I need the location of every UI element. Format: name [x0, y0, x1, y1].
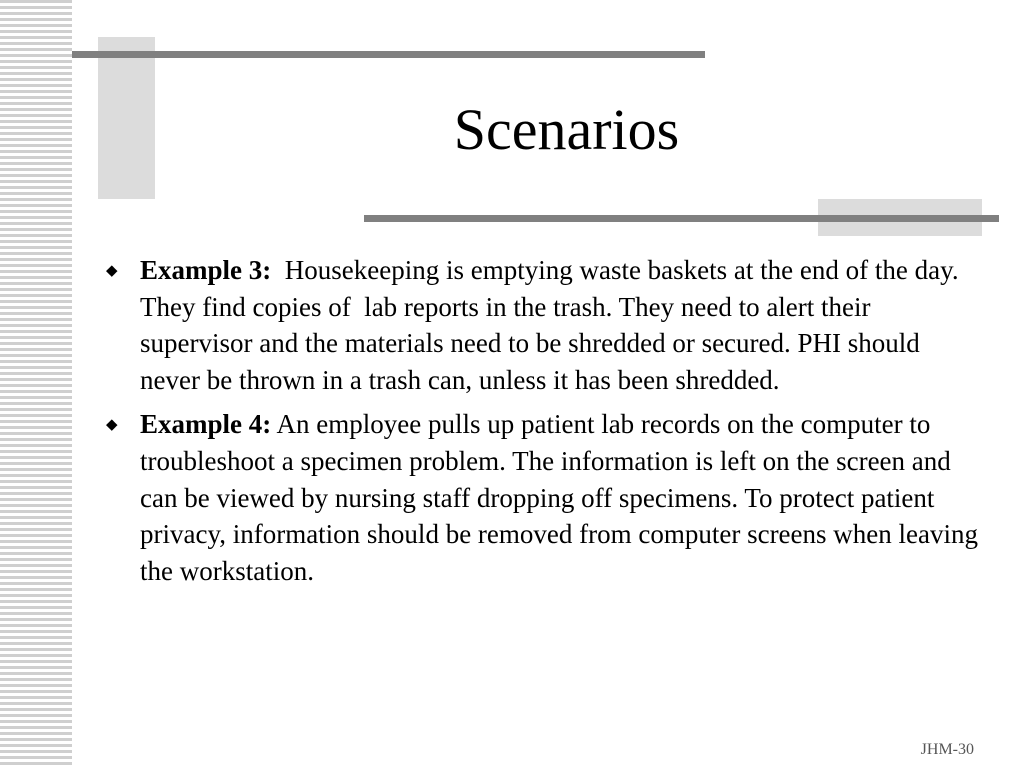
- bullet-lead: Example 3:: [140, 255, 272, 285]
- top-rule: [72, 51, 705, 58]
- slide-footer: JHM-30: [920, 741, 974, 758]
- slide-title: Scenarios: [453, 97, 680, 162]
- diamond-bullet-icon: ◆: [106, 417, 118, 434]
- left-stripe-decoration: [0, 0, 72, 768]
- bullet-text: Housekeeping is emptying waste baskets at the end of the day. They find copies of lab reports in the trash. They need to alert their supervisor and the materials need to be shredded or secured. PHI should never be thrown in a trash can, unless it has been shredded.: [140, 255, 965, 395]
- bullet-item-example-3: [104, 252, 982, 398]
- bullet-list: [104, 252, 985, 597]
- bottom-rule: [364, 215, 999, 222]
- bullet-text: An employee pulls up patient lab records on the computer to troubleshoot a specimen problem. The information is left on the screen and can be viewed by nursing staff dropping off specimens. To protect patient privacy, information should be removed from computer screens when leaving the workstation.: [140, 409, 985, 586]
- bullet-lead: Example 4:: [140, 409, 272, 440]
- bullet-item-example-4: [104, 406, 985, 589]
- title-accent-block: [98, 37, 155, 199]
- diamond-bullet-icon: ◆: [106, 263, 118, 279]
